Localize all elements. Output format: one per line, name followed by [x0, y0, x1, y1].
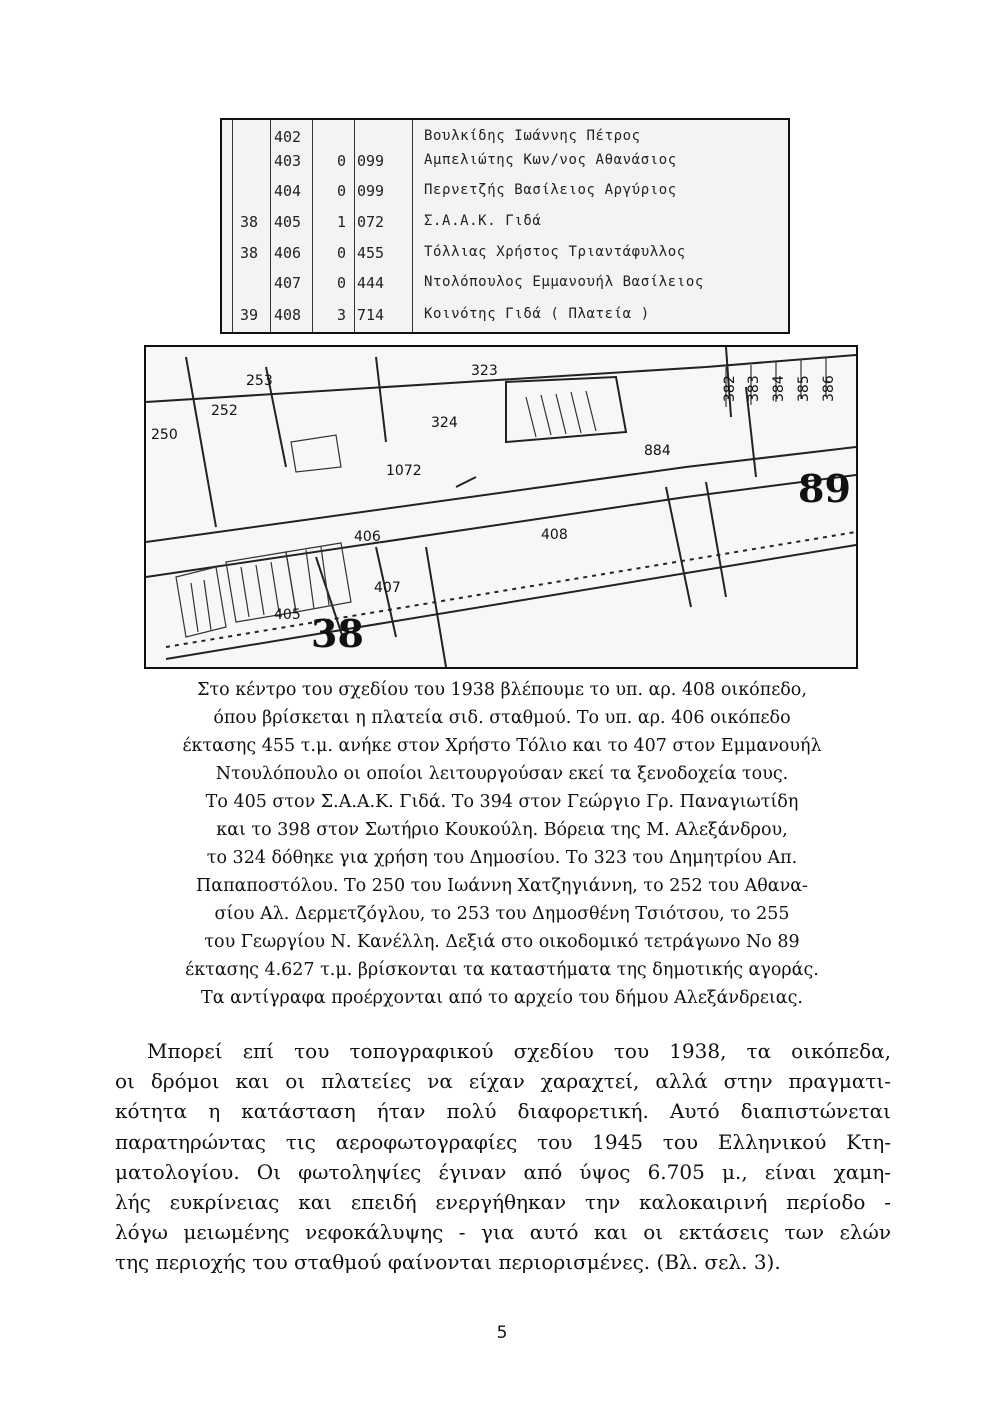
body-line: παρατηρώντας τις αεροφωτογραφίες του 1945 του Ελληνικού Κτη- — [115, 1129, 891, 1154]
map-label: 406 — [354, 529, 381, 545]
caption-line: έκτασης 4.627 τ.μ. βρίσκονται τα καταστήματα της δημοτικής αγοράς. — [185, 960, 819, 980]
caption-line: έκτασης 455 τ.μ. ανήκε στον Χρήστο Τόλιο και το 407 στον Εμμανουήλ — [182, 736, 822, 756]
caption-line: Τα αντίγραφα προέρχονται από το αρχείο του δήμου Αλεξάνδρειας. — [201, 988, 803, 1008]
map-label: 38 — [311, 611, 364, 656]
body-line: λής ευκρίνειας και επειδή ενεργήθηκαν την καλοκαιρινή περίοδο - — [115, 1190, 891, 1215]
ledger-row: 402 Βουλκίδης Ιωάννης Πέτρος — [274, 128, 641, 146]
map-label: 383 — [746, 375, 762, 402]
map-label: 250 — [151, 427, 178, 443]
figure-caption — [112, 676, 892, 1012]
map-label: 407 — [374, 580, 401, 596]
caption-line: όπου βρίσκεται η πλατεία σιδ. σταθμού. Το υπ. αρ. 406 οικόπεδο — [213, 708, 791, 728]
body-line: Μπορεί επί του τοπογραφικού σχεδίου του 1938, τα οικόπεδα, — [147, 1039, 891, 1063]
body-paragraph — [115, 1036, 891, 1278]
ledger-row: 39 408 3 714 Κοινότης Γιδά ( Πλατεία ) — [240, 306, 650, 324]
map-label: 323 — [471, 363, 498, 379]
caption-line: Στο κέντρο του σχεδίου του 1938 βλέπουμε το υπ. αρ. 408 οικόπεδο, — [197, 680, 807, 700]
body-line: κότητα η κατάσταση ήταν πολύ διαφορετική. Αυτό διαπιστώνεται — [115, 1099, 891, 1124]
body-line: της περιοχής του σταθμού φαίνονται περιορισμένες. (Βλ. σελ. 3). — [115, 1250, 781, 1275]
map-label: 252 — [211, 403, 238, 419]
map-label: 382 — [722, 375, 738, 402]
ledger-row: 38 405 1 072 Σ.Α.Α.Κ. Γιδά — [240, 213, 542, 231]
ledger-row: 407 0 444 Ντολόπουλος Εμμανουήλ Βασίλειος — [274, 274, 704, 292]
caption-line: Παπαποστόλου. Το 250 του Ιωάννη Χατζηγιάννη, το 252 του Αθανα- — [196, 876, 808, 896]
map-label: 253 — [246, 373, 273, 389]
ledger-row: 403 0 099 Αμπελιώτης Κων/νος Αθανάσιος — [274, 152, 677, 170]
map-label: 384 — [771, 375, 787, 402]
ledger-row: 404 0 099 Περνετζής Βασίλειος Αργύριος — [274, 182, 677, 200]
cadastral-map-image — [144, 345, 858, 669]
caption-line: Ντουλόπουλο οι οποίοι λειτουργούσαν εκεί τα ξενοδοχεία τους. — [215, 764, 789, 784]
map-label: 324 — [431, 415, 458, 431]
ledger-row: 38 406 0 455 Τόλλιας Χρήστος Τριαντάφυλλος — [240, 244, 686, 262]
map-label: 385 — [796, 375, 812, 402]
caption-line: του Γεωργίου Ν. Κανέλλη. Δεξιά στο οικοδομικό τετράγωνο Νο 89 — [204, 932, 800, 952]
map-label: 89 — [798, 466, 851, 511]
map-label: 386 — [821, 375, 837, 402]
map-label: 1072 — [386, 463, 422, 479]
caption-line: Το 405 στον Σ.Α.Α.Κ. Γιδά. Το 394 στον Γεώργιο Γρ. Παναγιωτίδη — [205, 792, 799, 812]
caption-line: σίου Αλ. Δερμετζόγλου, το 253 του Δημοσθένη Τσιότσου, το 255 — [214, 904, 790, 924]
map-label: 408 — [541, 527, 568, 543]
caption-line: και το 398 στον Σωτήριο Κουκούλη. Βόρεια της Μ. Αλεξάνδρου, — [216, 820, 788, 840]
page-number: 5 — [496, 1323, 508, 1343]
map-label: 405 — [274, 607, 301, 623]
caption-line: το 324 δόθηκε για χρήση του Δημοσίου. Το 323 του Δημητρίου Απ. — [206, 848, 798, 868]
body-line: λόγω μειωμένης νεφοκάλυψης - για αυτό και οι εκτάσεις των ελών — [115, 1220, 891, 1245]
body-line: ματολογίου. Οι φωτοληψίες έγιναν από ύψος 6.705 μ., είναι χαμη- — [115, 1159, 891, 1184]
body-line: οι δρόμοι και οι πλατείες να είχαν χαραχτεί, αλλά στην πραγματι- — [115, 1069, 891, 1094]
map-label: 884 — [644, 443, 671, 459]
map-drawing — [146, 347, 856, 667]
ledger-table-image — [220, 118, 790, 334]
